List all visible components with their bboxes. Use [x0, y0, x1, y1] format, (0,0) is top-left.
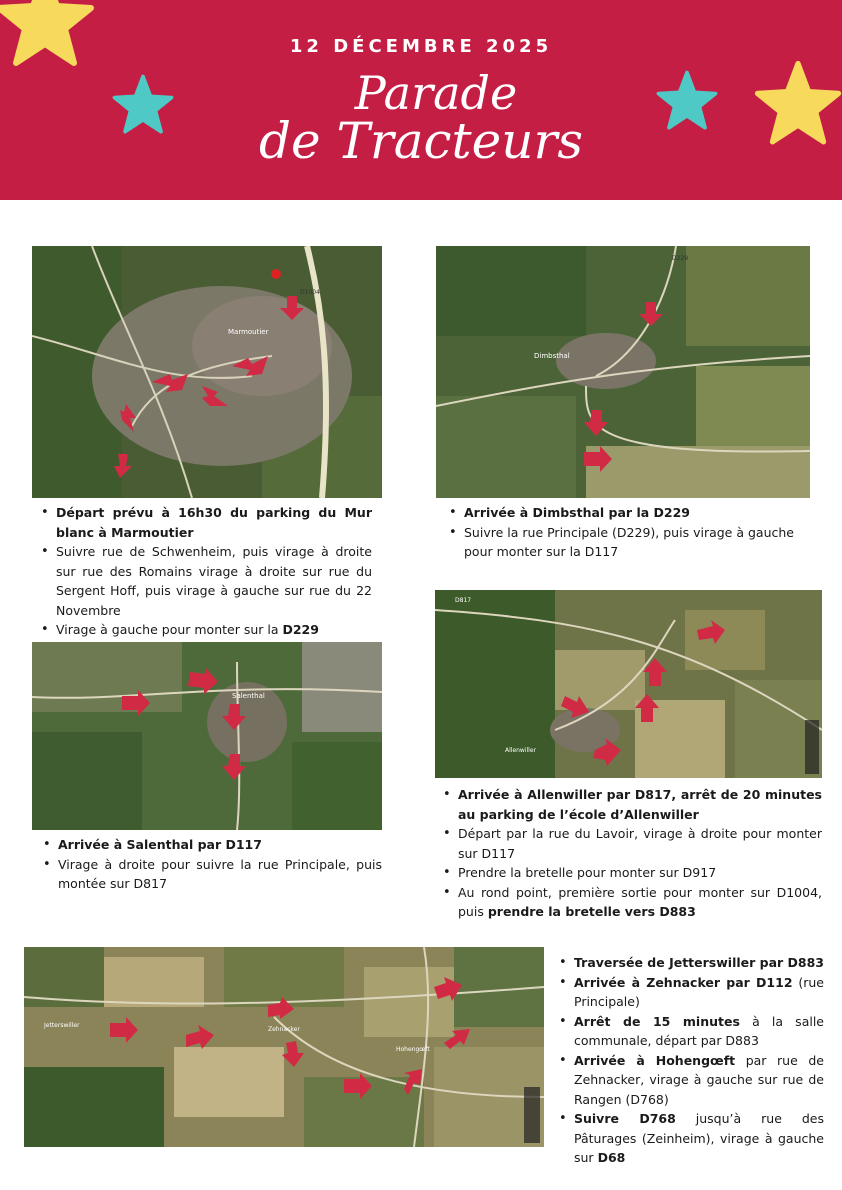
list-item: • Suivre D768 jusqu’à rue des Pâturages (Zeinheim), virage à gauche sur D68 — [550, 1109, 824, 1168]
map-label-road: D229 — [672, 255, 689, 262]
list-item: • Prendre la bretelle pour monter sur D917 — [434, 863, 822, 883]
list-item: • Départ prévu à 16h30 du parking du Mur blanc à Marmoutier — [32, 503, 372, 542]
map-jetterswiller — [24, 947, 544, 1147]
list-item: • Traversée de Jetterswiller par D883 — [550, 953, 824, 973]
header-banner — [0, 0, 842, 200]
section-marmoutier — [32, 503, 372, 640]
list-item: • Arrêt de 15 minutes à la salle communale, départ par D883 — [550, 1012, 824, 1051]
page-title-line1: Parade — [354, 66, 518, 120]
list-item: • Suivre rue de Schwenheim, puis virage à droite sur rue des Romains virage à droite sur rue du Sergent Hoff, puis virage à gauche sur rue du 22 Novembre — [32, 542, 372, 620]
list-item: • Arrivée à Zehnacker par D112 (rue Principale) — [550, 973, 824, 1012]
list-item: • Arrivée à Hohengœft par rue de Zehnacker, virage à gauche sur rue de Rangen (D768) — [550, 1051, 824, 1110]
list-item: • Virage à droite pour suivre la rue Principale, puis montée sur D817 — [34, 855, 382, 894]
map-label-town: Jetterswiller — [44, 1022, 80, 1029]
map-label-road: D817 — [455, 597, 472, 604]
map-label-town: Dimbsthal — [534, 352, 570, 360]
list-item: • Virage à gauche pour monter sur la D229 — [32, 620, 372, 640]
list-item: • Arrivée à Dimbsthal par la D229 — [440, 503, 794, 523]
section-salenthal — [34, 835, 382, 894]
star-icon — [0, 0, 100, 70]
list-item: • Suivre la rue Principale (D229), puis virage à gauche pour monter sur la D117 — [440, 523, 794, 562]
event-date: 12 DÉCEMBRE 2025 — [289, 36, 553, 57]
list-item: • Départ par la rue du Lavoir, virage à droite pour monter sur D117 — [434, 824, 822, 863]
section-jetterswiller — [550, 953, 824, 1168]
list-item: • Au rond point, première sortie pour monter sur D1004, puis prendre la bretelle vers D883 — [434, 883, 822, 922]
map-marmoutier — [32, 246, 382, 498]
map-label-road: D1004 — [300, 289, 320, 296]
map-label-town: Hohengœft — [396, 1046, 430, 1053]
map-dimbsthal — [436, 246, 810, 498]
map-label-town: Salenthal — [232, 692, 265, 700]
map-allenwiller — [435, 590, 822, 778]
list-item: • Arrivée à Allenwiller par D817, arrêt de 20 minutes au parking de l’école d’Allenwiller — [434, 785, 822, 824]
map-label-town: Allenwiller — [505, 747, 536, 754]
page-title-line2: de Tracteurs — [259, 112, 583, 170]
map-label-town: Zehnacker — [268, 1026, 300, 1033]
section-allenwiller — [434, 785, 822, 922]
list-item: • Arrivée à Salenthal par D117 — [34, 835, 382, 855]
section-dimbsthal — [440, 503, 794, 562]
map-label-town: Marmoutier — [228, 328, 269, 336]
map-salenthal — [32, 642, 382, 830]
